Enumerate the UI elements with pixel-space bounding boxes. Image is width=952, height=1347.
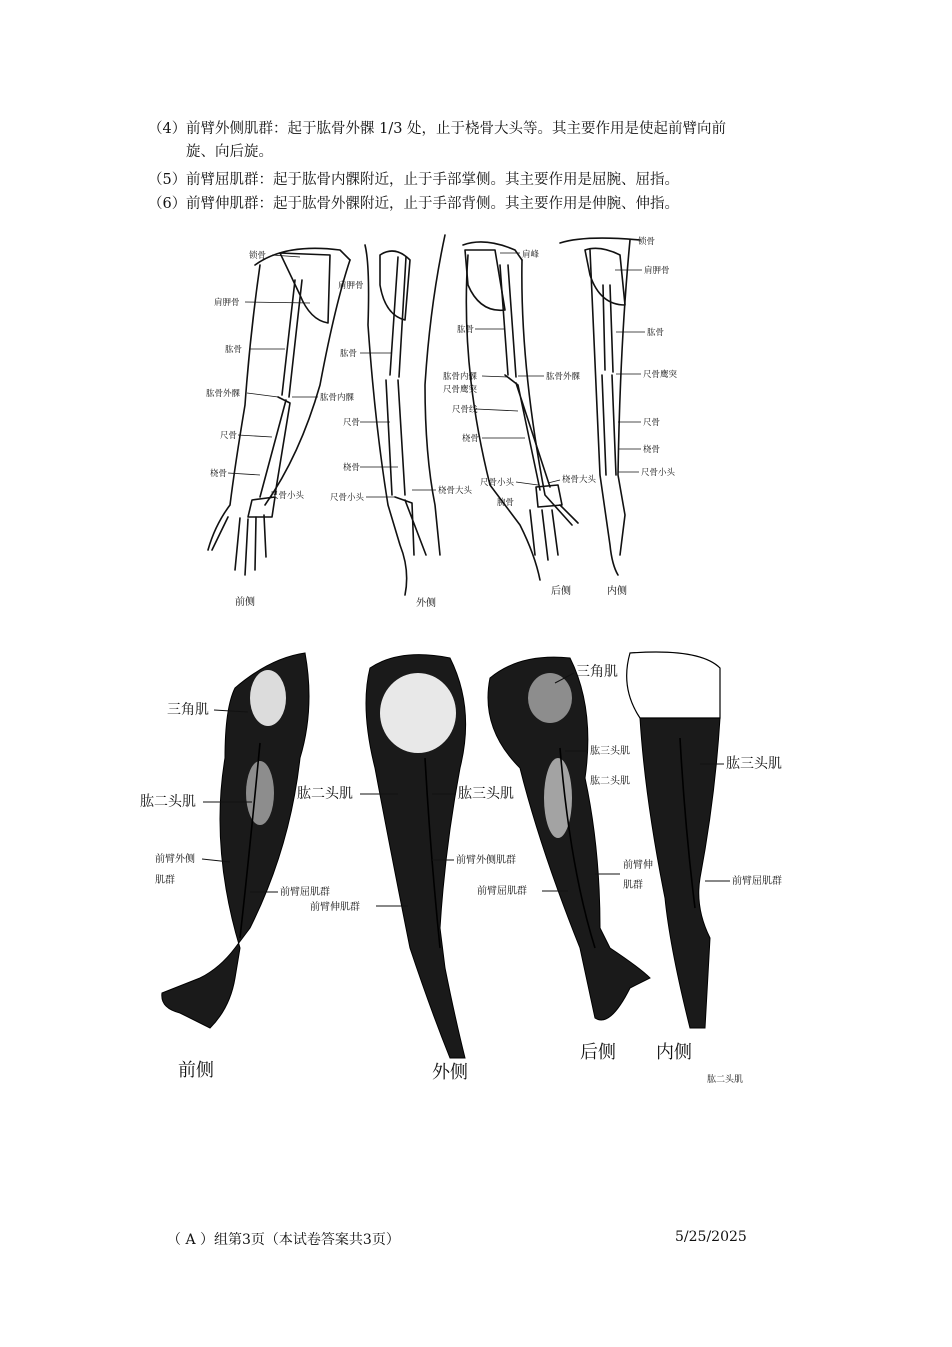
label-biceps: 肱二头肌 [707, 1075, 744, 1083]
label-carpals: 腕骨 [497, 498, 515, 508]
label-forearm-extensors: 前臂伸肌群 [310, 902, 360, 913]
label-humerus: 肱骨 [225, 345, 243, 355]
paragraph-number: （6） [148, 196, 187, 212]
label-radius: 桡骨 [210, 469, 228, 479]
label-forearm-flexors: 前臂屈肌群 [477, 886, 527, 897]
label-forearm-lateral-group: 前臂外侧肌群 [456, 855, 516, 866]
label-acromion: 肩峰 [522, 250, 540, 260]
label-ulnar-line: 尺骨线 [452, 405, 478, 415]
label-group: 肌群 [155, 875, 175, 886]
label-triceps: 肱三头肌 [726, 756, 782, 772]
label-forearm-flexors: 前臂屈肌群 [732, 876, 782, 887]
paragraph-number: （4） [148, 121, 187, 137]
view-label-back: 后侧 [551, 586, 571, 597]
label-forearm-extensors: 前臂伸 [623, 860, 653, 871]
label-biceps: 肱二头肌 [297, 786, 353, 802]
paragraph-text: 前臂屈肌群：起于肱骨内髁附近，止于手部掌侧。其主要作用是屈腕、屈指。 [186, 172, 679, 188]
skeleton-illustration [200, 225, 700, 615]
label-ulnar-head: 尺骨小头 [270, 491, 305, 501]
view-label-inner: 内侧 [656, 1042, 692, 1063]
paragraph-4 [148, 118, 818, 164]
label-medial-epicondyle: 肱骨内髁 [443, 372, 478, 382]
label-biceps: 肱二头肌 [590, 776, 630, 787]
label-triceps: 肱三头肌 [458, 786, 514, 802]
muscle-illustration [140, 648, 810, 1083]
label-forearm-lateral: 前臂外侧 [155, 854, 195, 865]
label-scapula: 肩胛骨 [338, 281, 364, 291]
label-lateral-epicondyle: 肱骨外髁 [546, 372, 581, 382]
label-scapula: 肩胛骨 [644, 266, 670, 276]
label-radius: 桡骨 [343, 463, 361, 473]
label-deltoid: 三角肌 [167, 702, 209, 718]
label-radial-head: 桡骨大头 [562, 475, 597, 485]
label-radius: 桡骨 [643, 445, 661, 455]
label-forearm-flexors: 前臂屈肌群 [280, 887, 330, 898]
arm-skeleton-figure [200, 225, 700, 615]
label-clavicle: 锁骨 [638, 237, 656, 247]
label-ulnar-head: 尺骨小头 [330, 493, 365, 503]
label-clavicle: 锁骨 [249, 251, 267, 261]
paragraph-number: （5） [148, 172, 187, 188]
label-ulnar-head: 尺骨小头 [641, 468, 676, 478]
label-medial-epicondyle: 肱骨内髁 [320, 393, 355, 403]
paragraph-text: 前臂伸肌群：起于肱骨外髁附近，止于手部背侧。其主要作用是伸腕、伸指。 [186, 196, 679, 212]
label-radius: 桡骨 [462, 434, 480, 444]
view-label-outer: 外侧 [416, 598, 436, 609]
view-label-outer: 外侧 [432, 1062, 468, 1083]
label-ulna: 尺骨 [343, 418, 361, 428]
label-ulna: 尺骨 [220, 431, 238, 441]
label-triceps: 肱三头肌 [590, 746, 630, 757]
view-label-front: 前侧 [235, 597, 255, 608]
label-lateral-epicondyle: 肱骨外髁 [206, 389, 241, 399]
label-deltoid: 三角肌 [576, 664, 618, 680]
view-label-back: 后侧 [580, 1042, 616, 1063]
paragraph-5 [148, 169, 818, 192]
label-group: 肌群 [623, 880, 643, 891]
paragraph-text: 前臂外侧肌群：起于肱骨外髁 1/3 处，止于桡骨大头等。其主要作用是使起前臂向前 [186, 121, 727, 137]
footer-date: 5/25/2025 [675, 1229, 747, 1245]
label-scapula: 肩胛骨 [214, 298, 240, 308]
footer-page-info: （ A ）组第3页（本试卷答案共3页） [167, 1232, 400, 1248]
label-ulnar-head: 尺骨小头 [480, 478, 515, 488]
label-biceps: 肱二头肌 [140, 794, 196, 810]
label-ulna: 尺骨 [643, 418, 661, 428]
label-humerus: 肱骨 [457, 325, 475, 335]
label-olecranon: 尺骨鹰突 [643, 370, 678, 380]
arm-muscle-figure [140, 648, 810, 1083]
paragraph-text-continued: 旋、向后旋。 [186, 144, 273, 160]
label-humerus: 肱骨 [340, 349, 358, 359]
view-label-inner: 内侧 [607, 586, 627, 597]
label-radial-head: 桡骨大头 [438, 486, 473, 496]
view-label-front: 前侧 [178, 1060, 214, 1081]
label-humerus: 肱骨 [647, 328, 665, 338]
paragraph-6 [148, 193, 818, 216]
label-olecranon: 尺骨鹰突 [443, 385, 478, 395]
